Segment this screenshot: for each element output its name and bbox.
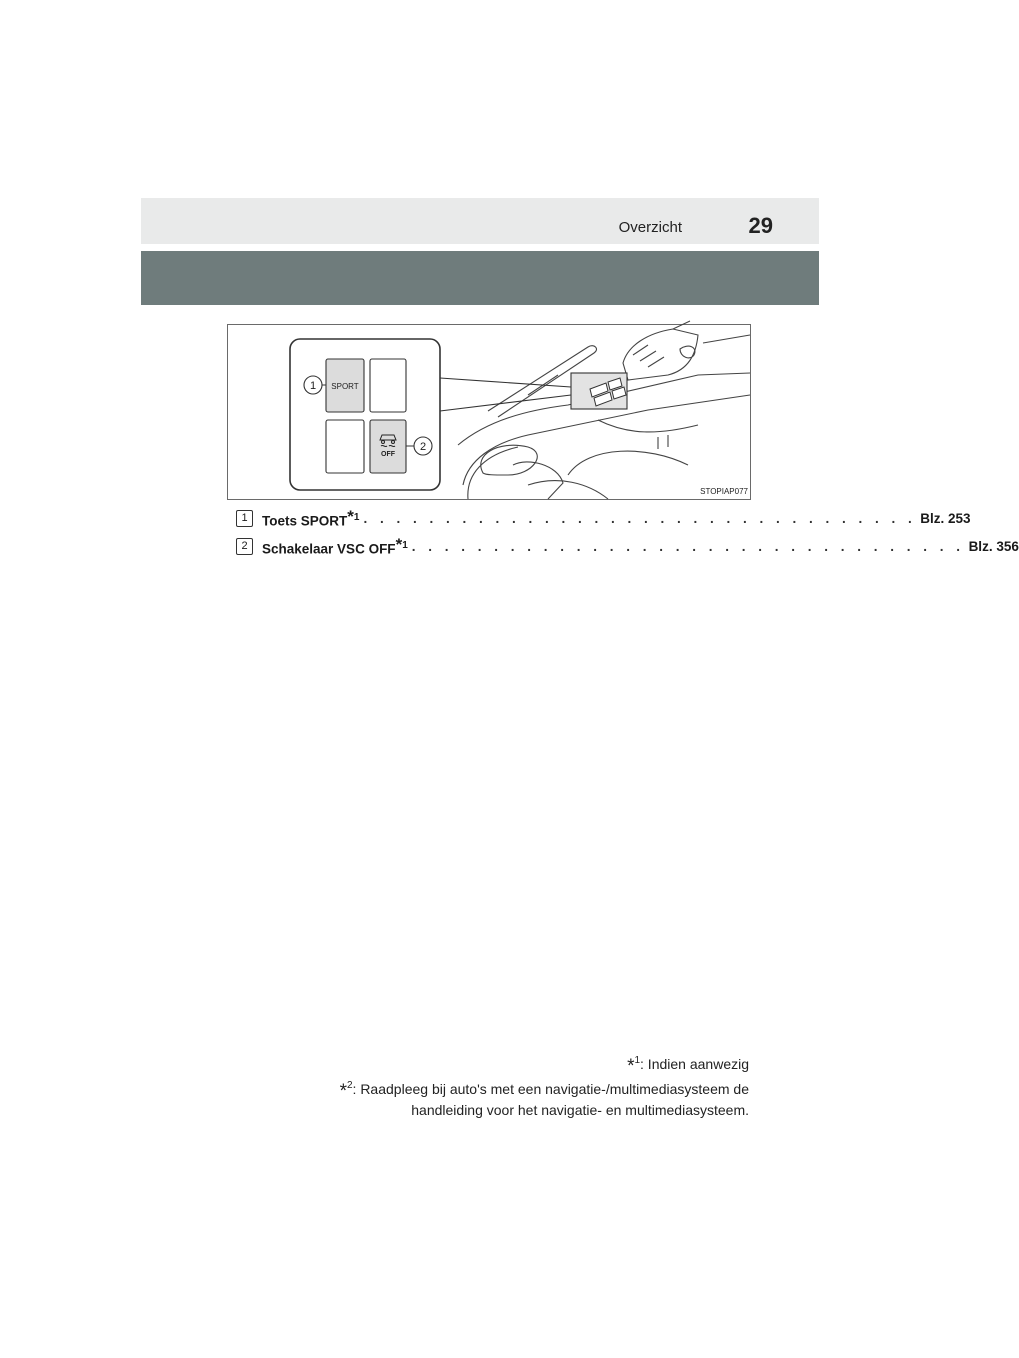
callout-1-label: 1: [309, 380, 317, 392]
footnotes: [229, 1051, 749, 1120]
console-drawing: [228, 325, 750, 499]
reference-row: [236, 505, 971, 531]
vsc-off-label: OFF: [381, 451, 395, 458]
page-number: 29: [748, 213, 773, 238]
figure-code: STOPIAP077: [700, 487, 748, 496]
reference-row: [236, 533, 1019, 559]
reference-page[interactable]: Blz. 253: [920, 510, 971, 526]
switch-inset-panel: [290, 339, 440, 490]
reference-note: 1: [402, 540, 408, 552]
footnote: *$^2$: Raadpleeg bij auto's met een navigatie-/multimediasysteem de: [339, 1080, 749, 1102]
callout-2-label: 2: [419, 441, 427, 453]
reference-note: 1: [353, 512, 360, 524]
reference-number: 2: [236, 538, 253, 555]
reference-label: Toets SPORT$^{*1}$: [262, 507, 360, 529]
footnote-continuation: [229, 1101, 749, 1120]
footnote-text: : Raadpleeg bij auto's met een navigatie-/multimediasysteem de: [352, 1081, 749, 1097]
leader-dots: . . . . . . . . . . . . . . . . . . . . . . . . . . . . . . . . . .: [411, 538, 965, 554]
section-title: Overzicht: [618, 219, 682, 236]
reference-page[interactable]: Blz. 356: [968, 538, 1019, 554]
console-illustration: [227, 324, 751, 500]
vsc-off-button: [370, 420, 406, 473]
reference-list: [236, 505, 1019, 559]
blank-switch-top: [370, 359, 406, 412]
reference-label-text: Schakelaar VSC OFF: [262, 541, 396, 557]
footnote-number: 1: [634, 1055, 641, 1066]
header-bar: [141, 198, 819, 244]
reference-label: Schakelaar VSC OFF$^{*1}$: [262, 535, 408, 557]
header-band: [141, 251, 819, 305]
blank-switch-bottom: [326, 420, 364, 473]
footnote: *$^1$: Indien aanwezig: [627, 1055, 749, 1077]
sport-button-label: SPORT: [331, 382, 359, 391]
reference-label-text: Toets SPORT: [262, 513, 348, 529]
footnote-text: handleiding voor het navigatie- en multimediasysteem.: [411, 1102, 749, 1118]
footnote-text: : Indien aanwezig: [640, 1056, 749, 1072]
reference-number: 1: [236, 510, 253, 527]
footnote-number: 2: [346, 1080, 353, 1091]
leader-dots: . . . . . . . . . . . . . . . . . . . . . . . . . . . . . . . . . .: [363, 510, 917, 526]
